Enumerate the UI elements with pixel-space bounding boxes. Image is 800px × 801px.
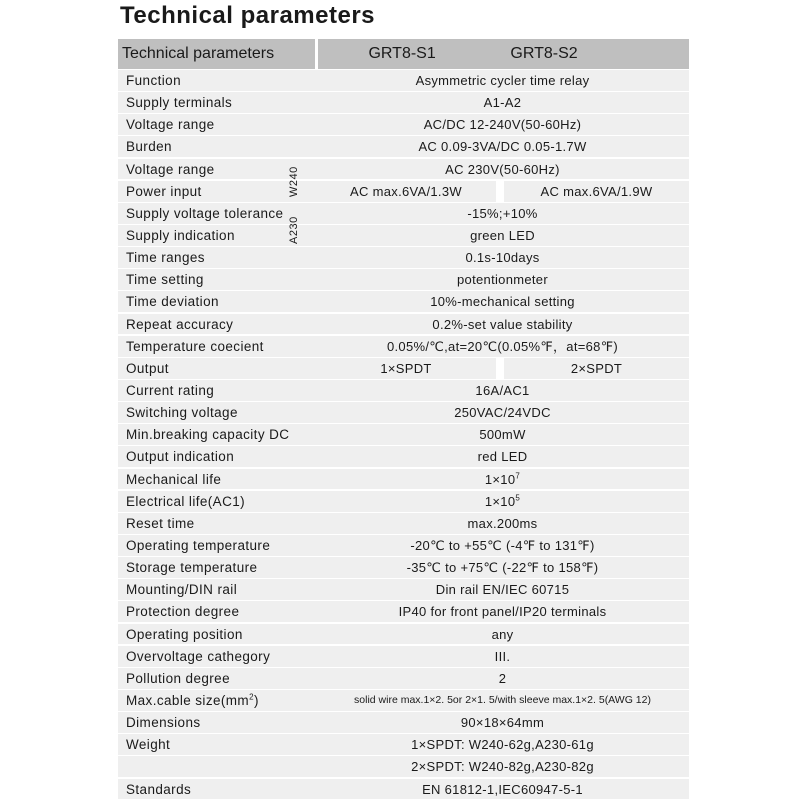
- row-value: 2×SPDT: W240-82g,A230-82g: [411, 759, 594, 775]
- row-value: 90×18×64mm: [460, 715, 545, 731]
- row-label: Supply indication: [126, 227, 235, 243]
- row-label: Current rating: [126, 382, 215, 398]
- row-value: 1×SPDT: W240-62g,A230-61g: [411, 737, 594, 753]
- value-grt8-s2: 2×SPDT: [504, 358, 689, 379]
- row-label: Operating temperature: [126, 537, 271, 553]
- row-label: Output: [126, 360, 169, 376]
- row-value: any: [491, 626, 514, 642]
- page-title: Technical parameters: [120, 2, 376, 29]
- table-row: [118, 579, 689, 600]
- table-row: [118, 136, 689, 157]
- table-body: [118, 70, 689, 799]
- row-value: 16A/AC1: [475, 382, 530, 398]
- row-label: Repeat accuracy: [126, 316, 234, 332]
- row-label: Power input: [126, 183, 202, 199]
- row-value: solid wire max.1×2. 5or 2×1. 5/with sleeve max.1×2. 5(AWG 12): [354, 693, 651, 706]
- row-label: Time deviation: [126, 294, 219, 310]
- row-label: Dimensions: [126, 715, 201, 731]
- table-row: [118, 159, 689, 180]
- table-row: [118, 314, 689, 335]
- row-value-split: [316, 181, 689, 202]
- table-row: [118, 469, 689, 490]
- row-value: Din rail EN/IEC 60715: [435, 582, 570, 598]
- table-row: [118, 336, 689, 357]
- table-row: [118, 734, 689, 755]
- row-label: Supply voltage tolerance: [126, 205, 284, 221]
- table-row: [118, 601, 689, 622]
- table-row: [118, 446, 689, 467]
- row-label: Burden: [126, 139, 172, 155]
- row-value-split: [316, 358, 689, 379]
- row-value: potentionmeter: [457, 272, 548, 288]
- row-value: IP40 for front panel/IP20 terminals: [398, 604, 607, 620]
- table-row: [118, 247, 689, 268]
- row-label: Voltage range: [126, 117, 215, 133]
- row-label: Max.cable $size(mm^2)$: [126, 692, 259, 708]
- row-label: Storage temperature: [126, 560, 258, 576]
- row-label: Time ranges: [126, 250, 205, 266]
- row-value: AC 230V(50-60Hz): [445, 161, 560, 177]
- row-label: Weight: [126, 737, 171, 753]
- row-value: Asymmetric cycler time relay: [415, 73, 590, 88]
- table-row: [118, 535, 689, 556]
- table-row: [118, 712, 689, 733]
- row-label: Function: [126, 73, 181, 88]
- table-row: [118, 181, 689, 202]
- table-row: [118, 70, 689, 91]
- row-value: 10%-mechanical setting: [430, 294, 575, 310]
- row-value: III.: [494, 648, 511, 664]
- table-row: [118, 756, 689, 777]
- row-label: Switching voltage: [126, 405, 238, 421]
- row-value: 0.2%-set value stability: [432, 316, 573, 332]
- row-label: Temperature coecient: [126, 338, 264, 354]
- table-row: [118, 513, 689, 534]
- table-row: [118, 358, 689, 379]
- row-label: Mounting/DIN rail: [126, 582, 238, 598]
- row-label: Min.breaking capacity DC: [126, 427, 290, 443]
- row-label: Reset time: [126, 515, 195, 531]
- table-row: [118, 402, 689, 423]
- value-grt8-s2: AC max.6VA/1.9W: [504, 181, 689, 202]
- row-value: AC/DC 12-240V(50-60Hz): [423, 117, 582, 133]
- row-label: [118, 756, 316, 777]
- row-label: Time setting: [126, 272, 204, 288]
- table-header: [118, 39, 689, 69]
- header-grt8-s1: GRT8-S1: [368, 45, 436, 62]
- row-value: -35℃ to +75℃ (-22℉ to 158℉): [406, 560, 599, 576]
- table-row: [118, 114, 689, 135]
- table-row: [118, 491, 689, 512]
- group-label-w240: W240: [288, 166, 300, 197]
- table-row: [118, 225, 689, 246]
- row-value: max.200ms: [467, 515, 538, 531]
- table-row: [118, 779, 689, 800]
- table-row: [118, 380, 689, 401]
- table-row: [118, 424, 689, 445]
- row-value: EN 61812-1,IEC60947-5-1: [422, 781, 583, 797]
- row-value: A1-A2: [483, 95, 522, 111]
- table-row: [118, 646, 689, 667]
- row-value: AC 0.09-3VA/DC 0.05-1.7W: [418, 139, 587, 155]
- row-value: 0.05%/℃,at=20℃(0.05%℉，at=68℉): [386, 338, 619, 354]
- row-label: Operating position: [126, 626, 243, 642]
- value-grt8-s1: 1×SPDT: [316, 358, 496, 379]
- table-row: [118, 690, 689, 711]
- row-label: Electrical life(AC1): [126, 493, 246, 509]
- row-value: red LED: [477, 449, 528, 465]
- value-grt8-s1: AC max.6VA/1.3W: [316, 181, 496, 202]
- header-grt8-s2: GRT8-S2: [510, 45, 578, 62]
- row-label: Mechanical life: [126, 471, 222, 487]
- table-row: [118, 668, 689, 689]
- row-label: Supply terminals: [126, 95, 233, 111]
- row-label: Overvoltage cathegory: [126, 648, 271, 664]
- row-label: Voltage range: [126, 161, 215, 177]
- table-row: [118, 624, 689, 645]
- row-value: 2: [498, 670, 507, 686]
- table-row: [118, 92, 689, 113]
- row-value: $1\times 10^5$: [484, 493, 521, 509]
- row-label: Pollution degree: [126, 670, 230, 686]
- row-value: 500mW: [479, 427, 526, 443]
- group-label-a230: A230: [288, 216, 300, 244]
- parameters-table: [118, 39, 689, 801]
- row-label: Standards: [126, 781, 192, 797]
- row-value: 250VAC/24VDC: [454, 405, 551, 421]
- row-value: -15%;+10%: [467, 205, 538, 221]
- row-label: Output indication: [126, 449, 235, 465]
- row-value: green LED: [470, 227, 535, 243]
- table-row: [118, 557, 689, 578]
- table-row: [118, 203, 689, 224]
- table-row: [118, 291, 689, 312]
- row-value: $1\times 10^7$: [484, 471, 521, 487]
- row-value: -20℃ to +55℃ (-4℉ to 131℉): [410, 537, 595, 553]
- row-label: Protection degree: [126, 604, 240, 620]
- header-parameter: Technical parameters: [122, 45, 275, 62]
- table-row: [118, 269, 689, 290]
- row-value: 0.1s-10days: [465, 250, 540, 266]
